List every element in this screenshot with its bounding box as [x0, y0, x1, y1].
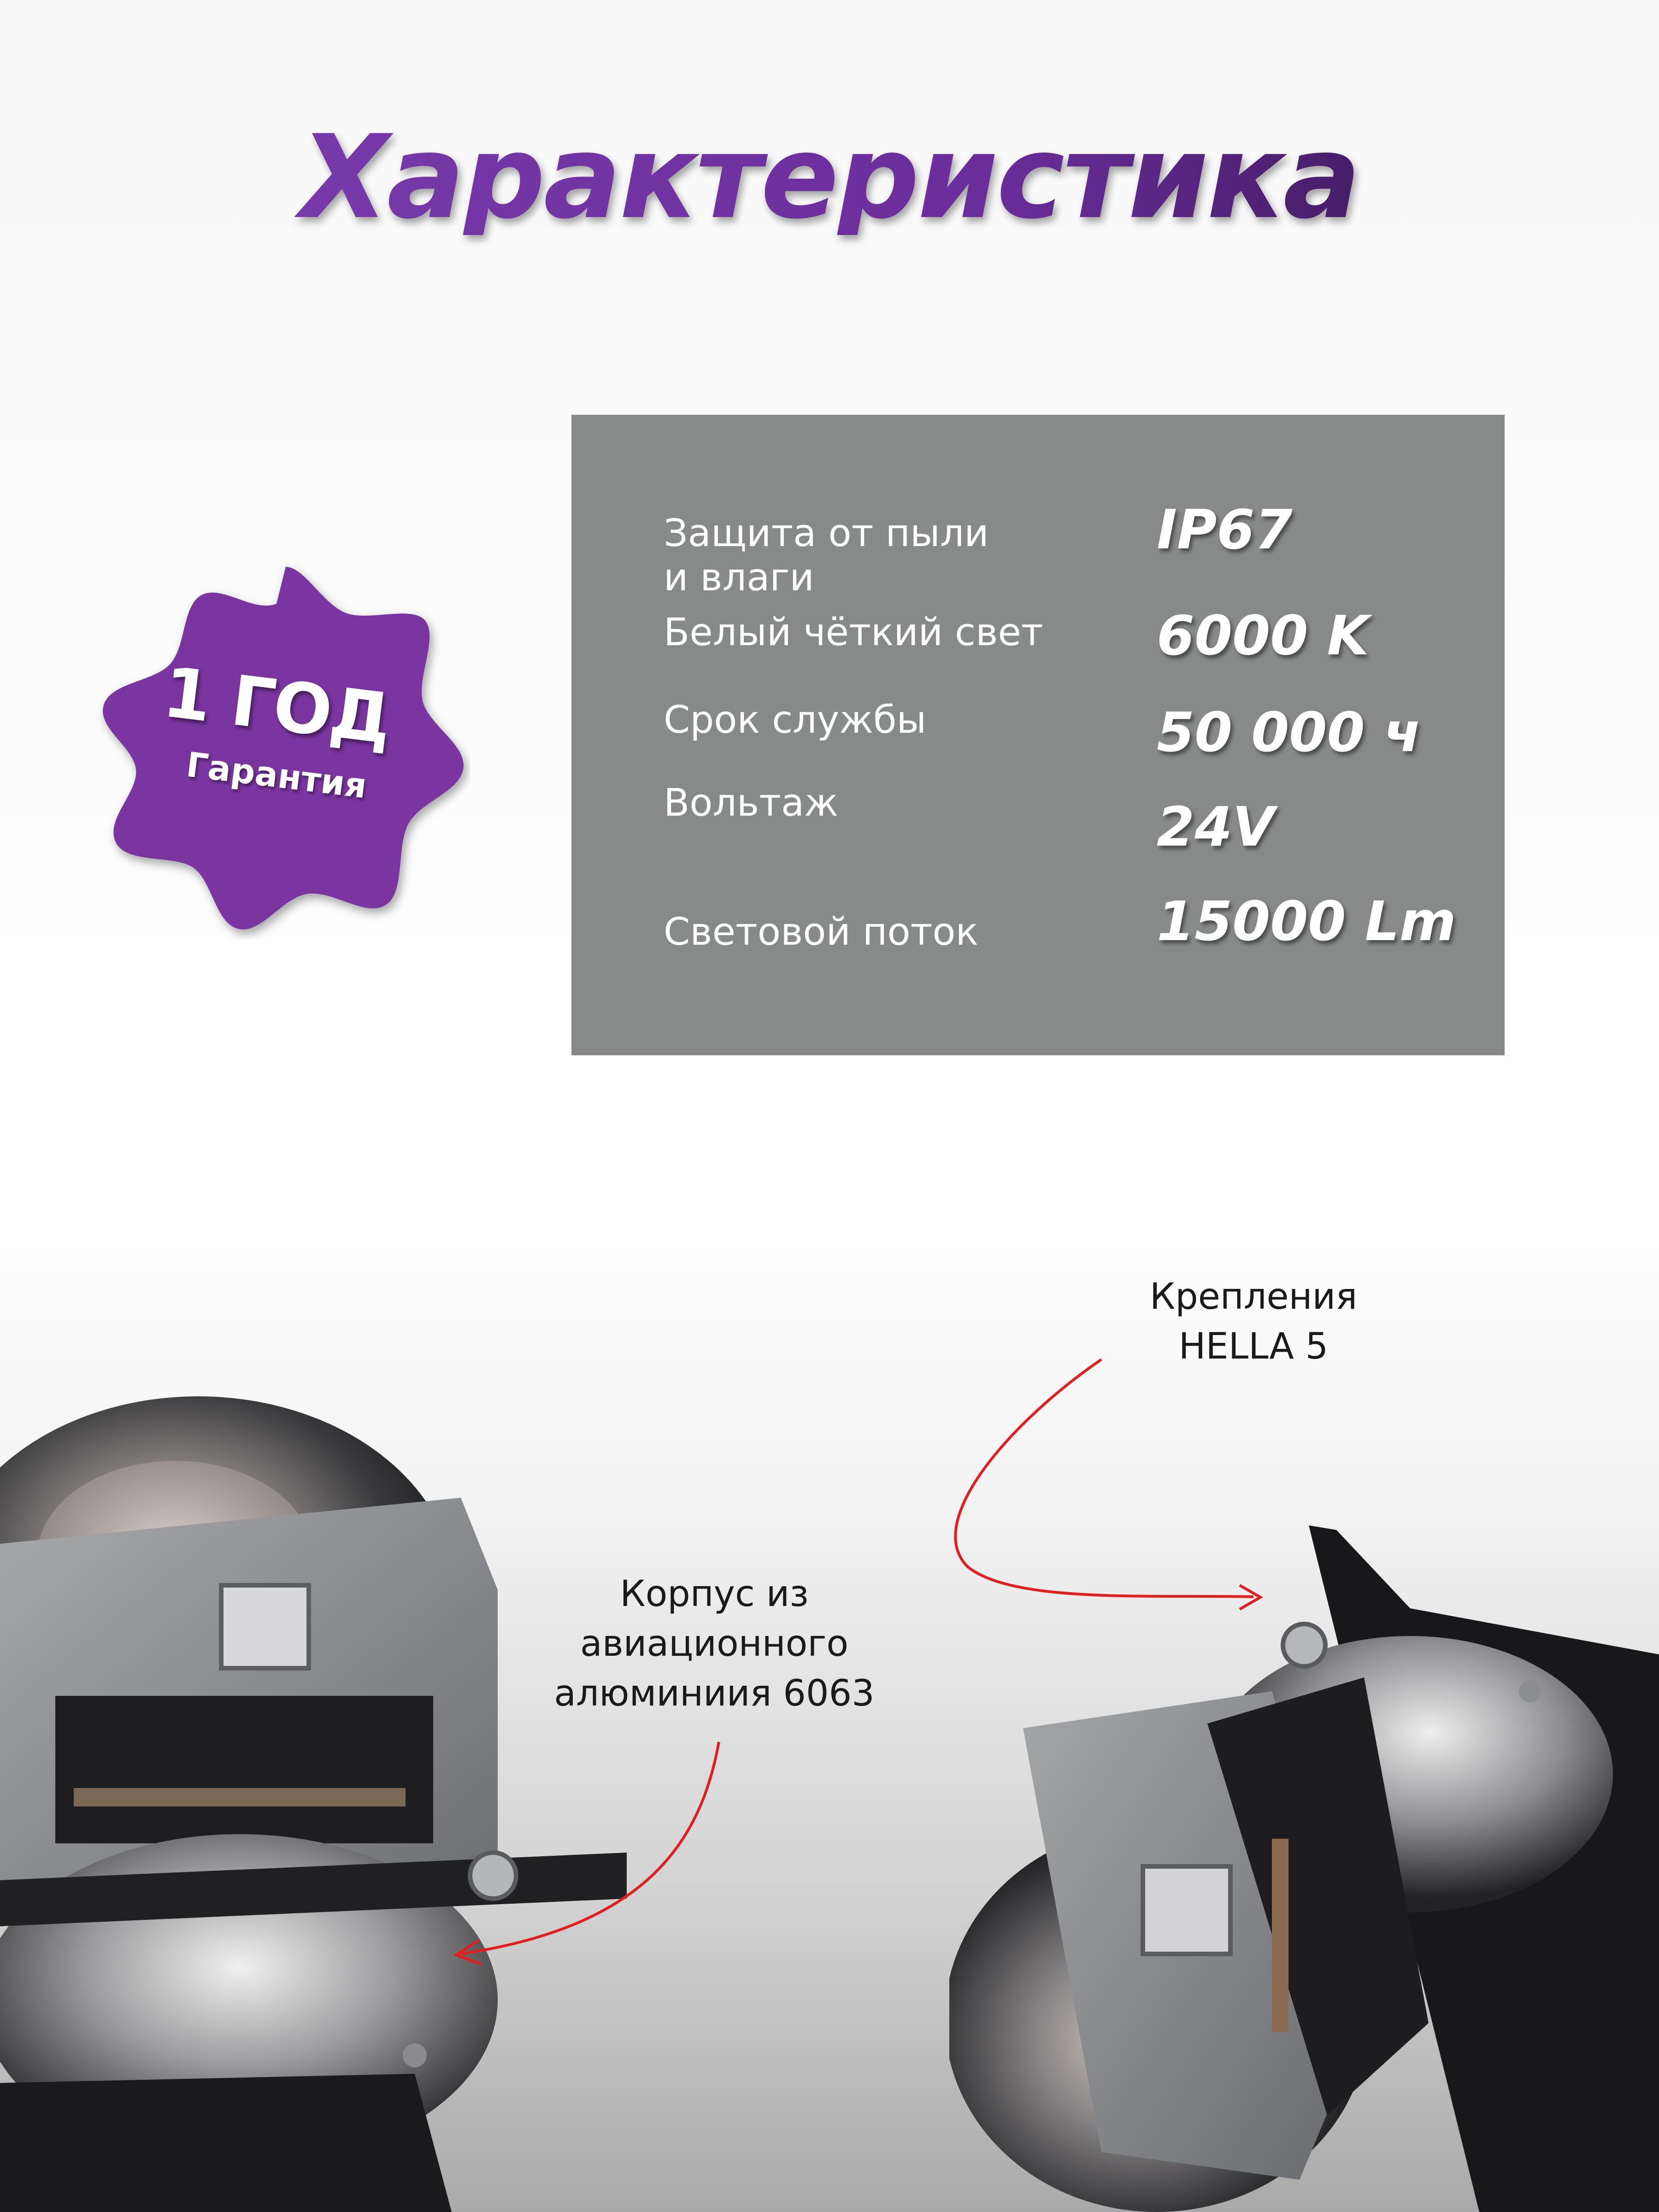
spec-value-luminous-flux: 15000 Lm [1157, 889, 1456, 953]
spec-value-dust-protection: IP67 [1157, 498, 1293, 561]
badge-title: 1 ГОД [159, 652, 394, 760]
spec-value-lifetime: 50 000 ч [1157, 700, 1421, 764]
spec-label-lifetime: Срок службы [664, 698, 927, 742]
spec-value-color-temp: 6000 K [1157, 604, 1369, 667]
spec-label-voltage: Вольтаж [664, 781, 839, 825]
spec-label-dust-protection: Защита от пыли и влаги [664, 512, 989, 600]
spec-value-voltage: 24V [1157, 795, 1275, 859]
arrow-body [461, 1742, 719, 1954]
callout-mount: Крепления HELLA 5 [1149, 1276, 1358, 1367]
callout-body: Корпус из авиационного алюминиия 6063 [554, 1573, 875, 1714]
page-title: Характеристика [0, 120, 1659, 235]
spec-label-luminous-flux: Световой поток [664, 910, 979, 954]
badge-subtitle: Гарантия [184, 745, 369, 806]
arrow-mount [955, 1359, 1253, 1597]
spec-label-color-temp: Белый чёткий свет [664, 611, 1043, 654]
